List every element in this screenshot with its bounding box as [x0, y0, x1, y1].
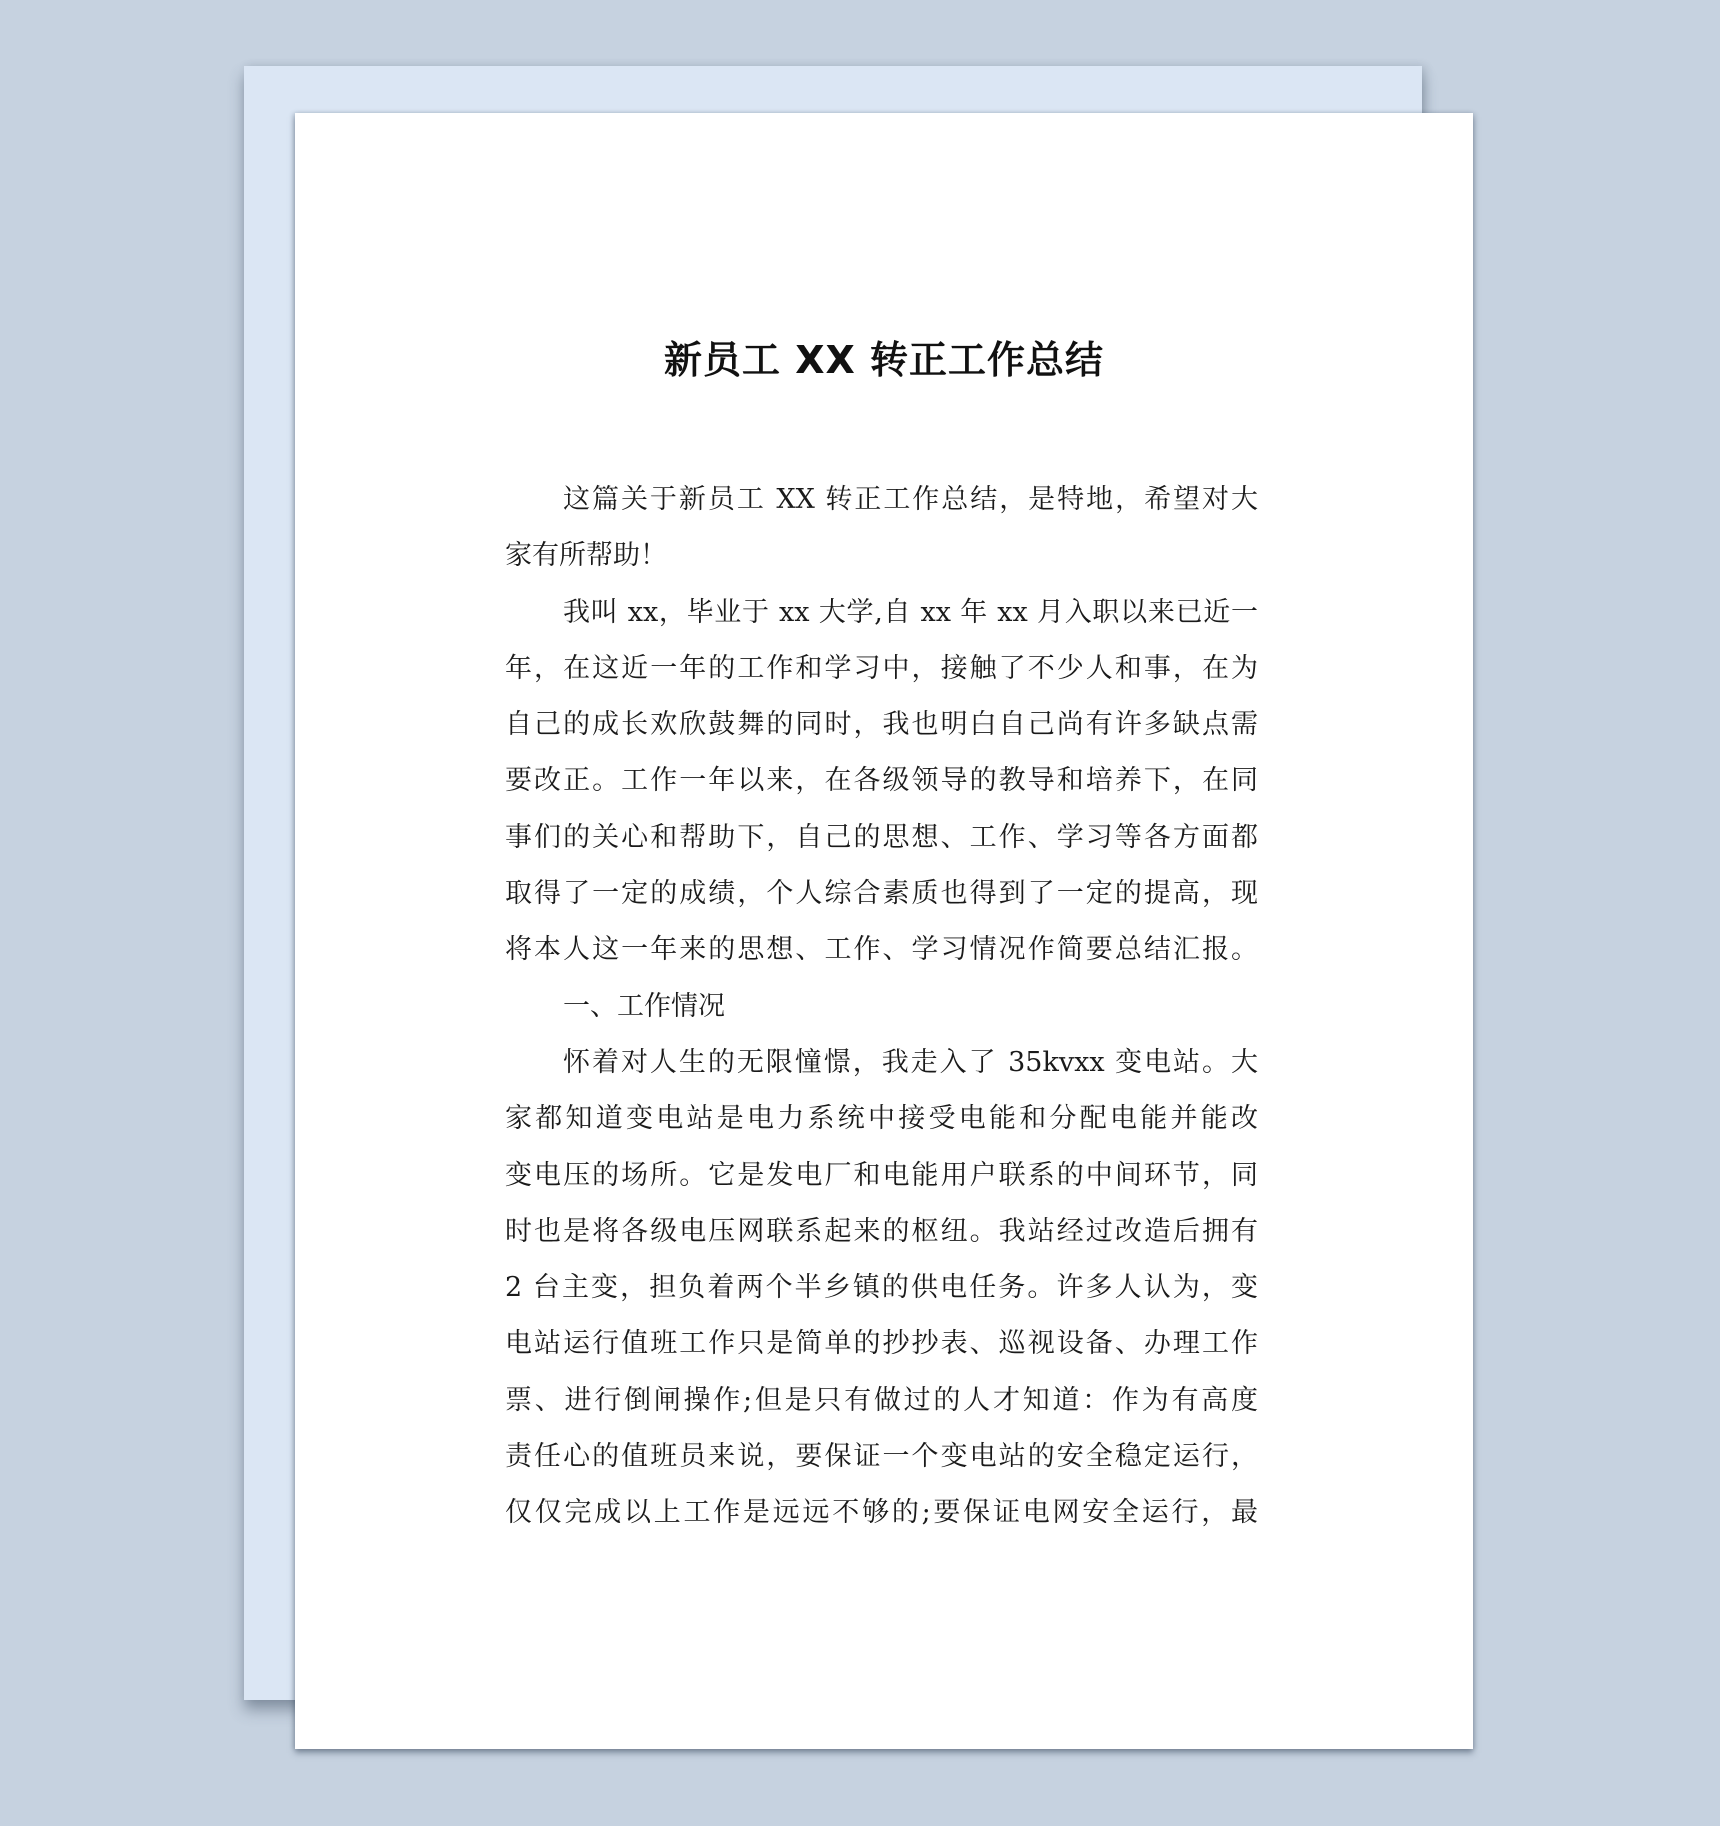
paragraph-line: 2 台主变，担负着两个半乡镇的供电任务。许多人认为，变: [505, 1272, 1258, 1304]
paragraph-line: 取得了一定的成绩，个人综合素质也得到了一定的提高，现: [505, 878, 1258, 910]
paragraph-line: 责任心的值班员来说，要保证一个变电站的安全稳定运行，: [505, 1441, 1258, 1473]
paragraph-line: 自己的成长欢欣鼓舞的同时，我也明白自己尚有许多缺点需: [505, 709, 1258, 741]
paragraph-line: 票、进行倒闸操作;但是只有做过的人才知道：作为有高度: [505, 1384, 1258, 1416]
paragraph-line: 家都知道变电站是电力系统中接受电能和分配电能并能改: [505, 1103, 1258, 1135]
document-body: [505, 472, 1258, 1542]
paragraph-line: 这篇关于新员工 XX 转正工作总结，是特地，希望对大: [563, 484, 1258, 515]
document-title: 新员工 XX 转正工作总结: [663, 338, 1105, 382]
paragraph-line: 事们的关心和帮助下，自己的思想、工作、学习等各方面都: [505, 821, 1258, 853]
paragraph-line: 怀着对人生的无限憧憬，我走入了 35kvxx 变电站。大: [563, 1046, 1258, 1078]
paragraph-line: 我叫 xx，毕业于 xx 大学,自 xx 年 xx 月入职以来已近一: [563, 596, 1258, 628]
paragraph-line: 仅仅完成以上工作是远远不够的;要保证电网安全运行，最: [505, 1497, 1258, 1529]
paragraph-line: 要改正。工作一年以来，在各级领导的教导和培养下，在同: [505, 765, 1258, 797]
paragraph-line: 家有所帮助！: [505, 540, 667, 572]
paragraph-line: 变电压的场所。它是发电厂和电能用户联系的中间环节，同: [505, 1159, 1258, 1191]
paragraph-line: 将本人这一年来的思想、工作、学习情况作简要总结汇报。: [505, 934, 1258, 966]
paragraph-line: 时也是将各级电压网联系起来的枢纽。我站经过改造后拥有: [505, 1215, 1258, 1247]
document-page: [295, 113, 1473, 1749]
paragraph-line: 年，在这近一年的工作和学习中，接触了不少人和事，在为: [505, 652, 1258, 684]
section-heading: 一、工作情况: [563, 990, 725, 1022]
paragraph-line: 电站运行值班工作只是简单的抄抄表、巡视设备、办理工作: [505, 1328, 1258, 1360]
